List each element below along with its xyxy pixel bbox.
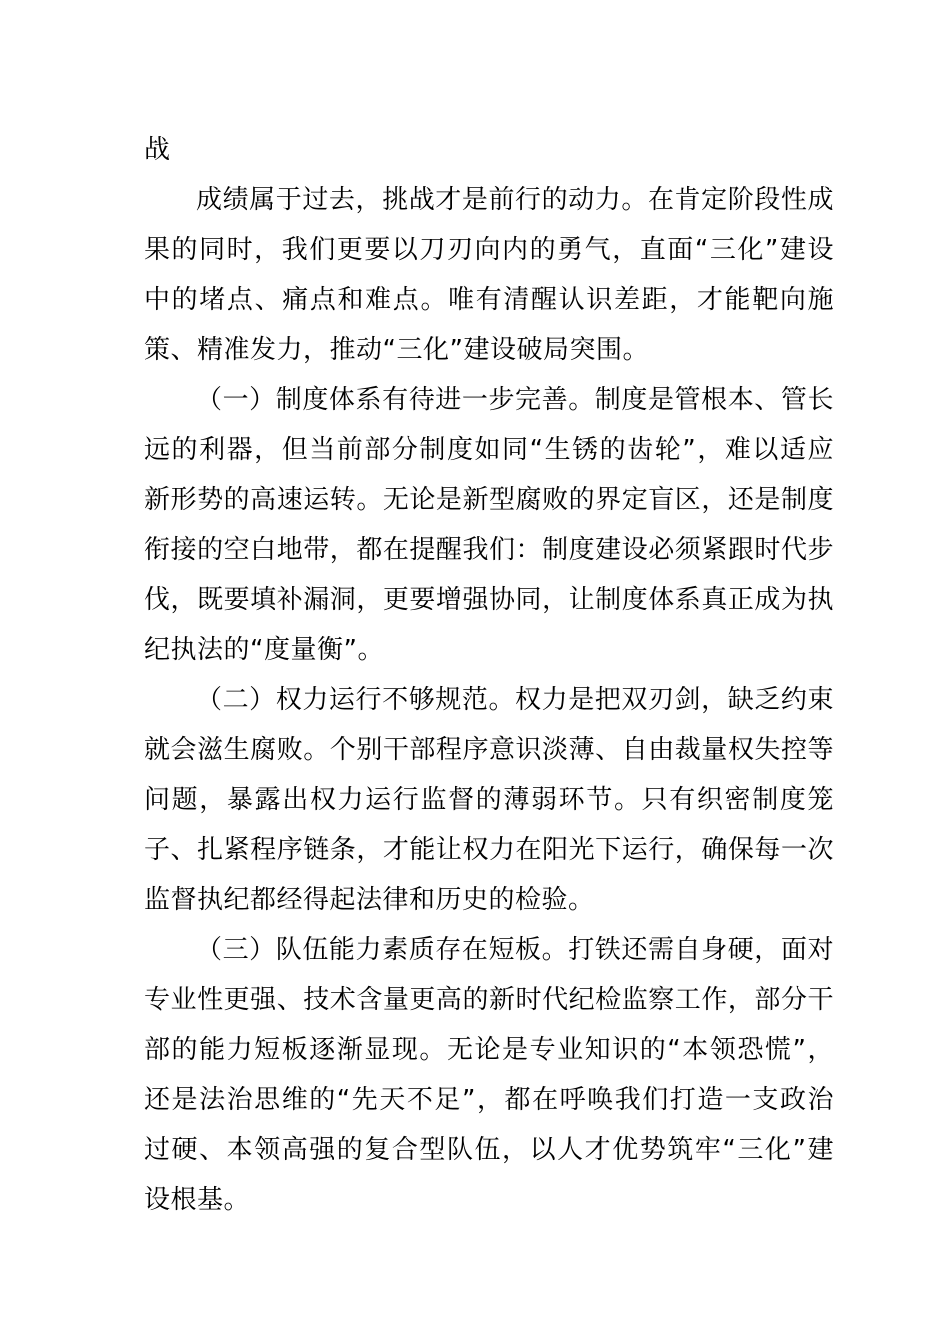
paragraph-section-1: （一）制度体系有待进一步完善。制度是管根本、管长远的利器，但当前部分制度如同“生锈的齿轮”，难以适应新形势的高速运转。无论是新型腐败的界定盲区，还是制度衔接的空白地带，都在提醒我们：制度建设必须紧跟时代步伐，既要填补漏洞，更要增强协同，让制度体系真正成为执纪执法的“度量衡”。 (144, 385, 834, 665)
paragraph-section-3: （三）队伍能力素质存在短板。打铁还需自身硬，面对专业性更强、技术含量更高的新时代纪检监察工作，部分干部的能力短板逐渐显现。无论是专业知识的“本领恐慌”，还是法治思维的“先天不足”，都在呼唤我们打造一支政治过硬、本领高强的复合型队伍，以人才优势筑牢“三化”建设根基。 (144, 935, 834, 1215)
paragraph-section-2: （二）权力运行不够规范。权力是把双刃剑，缺乏约束就会滋生腐败。个别干部程序意识淡薄、自由裁量权失控等问题，暴露出权力运行监督的薄弱环节。只有织密制度笼子、扎紧程序链条，才能让权力在阳光下运行，确保每一次监督执纪都经得起法律和历史的检验。 (144, 685, 834, 915)
paragraph-continuation: 战 (144, 135, 171, 165)
paragraph-intro: 成绩属于过去，挑战才是前行的动力。在肯定阶段性成果的同时，我们更要以刀刃向内的勇气，直面“三化”建设中的堵点、痛点和难点。唯有清醒认识差距，才能靶向施策、精准发力，推动“三化”建设破局突围。 (144, 185, 834, 365)
document-body (144, 125, 834, 1225)
